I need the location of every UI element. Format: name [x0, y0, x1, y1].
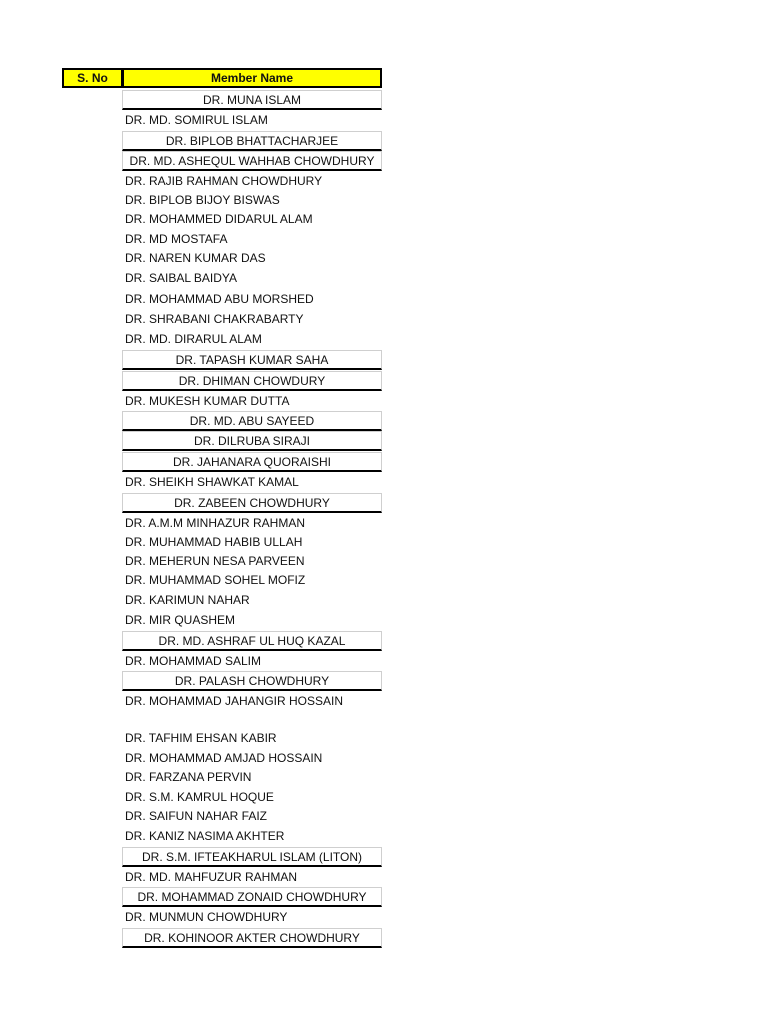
- table-row: DR. PALASH CHOWDHURY: [122, 671, 382, 691]
- table-row: DR. MUHAMMAD HABIB ULLAH: [125, 535, 303, 549]
- table-row: DR. SHRABANI CHAKRABARTY: [125, 312, 304, 326]
- table-row: DR. MOHAMMAD ZONAID CHOWDHURY: [122, 887, 382, 907]
- table-row: DR. MOHAMMAD ABU MORSHED: [125, 292, 314, 306]
- table-row: DR. MUNMUN CHOWDHURY: [125, 910, 288, 924]
- table-row: DR. A.M.M MINHAZUR RAHMAN: [125, 516, 305, 530]
- table-row: DR. MD. ASHRAF UL HUQ KAZAL: [122, 631, 382, 651]
- table-row: DR. NAREN KUMAR DAS: [125, 251, 266, 265]
- table-row: DR. MD. MAHFUZUR RAHMAN: [125, 870, 297, 884]
- table-row: DR. RAJIB RAHMAN CHOWDHURY: [125, 174, 323, 188]
- table-row: DR. S.M. IFTEAKHARUL ISLAM (LITON): [122, 847, 382, 867]
- table-row: DR. MIR QUASHEM: [125, 613, 236, 627]
- table-row: DR. MD. SOMIRUL ISLAM: [125, 113, 268, 127]
- table-row: DR. KANIZ NASIMA AKHTER: [125, 829, 285, 843]
- table-row: DR. TAPASH KUMAR SAHA: [122, 350, 382, 370]
- table-row: DR. DHIMAN CHOWDURY: [122, 371, 382, 391]
- table-row: DR. MUKESH KUMAR DUTTA: [125, 394, 290, 408]
- table-row: DR. KARIMUN NAHAR: [125, 593, 250, 607]
- table-row: DR. JAHANARA QUORAISHI: [122, 452, 382, 472]
- header-member-name: Member Name: [122, 68, 382, 88]
- table-row: DR. TAFHIM EHSAN KABIR: [125, 731, 277, 745]
- table-row: DR. SHEIKH SHAWKAT KAMAL: [125, 475, 299, 489]
- table-row: DR. MD. ASHEQUL WAHHAB CHOWDHURY: [122, 151, 382, 171]
- table-row: DR. S.M. KAMRUL HOQUE: [125, 790, 274, 804]
- table-row: DR. MUNA ISLAM: [122, 90, 382, 110]
- table-row: DR. KOHINOOR AKTER CHOWDHURY: [122, 928, 382, 948]
- table-row: DR. SAIBAL BAIDYA: [125, 271, 238, 285]
- table-row: DR. MOHAMMED DIDARUL ALAM: [125, 212, 313, 226]
- table-row: DR. SAIFUN NAHAR FAIZ: [125, 809, 268, 823]
- table-row: DR. MEHERUN NESA PARVEEN: [125, 554, 305, 568]
- table-row: DR. MOHAMMAD SALIM: [125, 654, 262, 668]
- table-row: DR. ZABEEN CHOWDHURY: [122, 493, 382, 513]
- table-row: DR. MD MOSTAFA: [125, 232, 228, 246]
- table-row: DR. FARZANA PERVIN: [125, 770, 252, 784]
- table-row: DR. MD. ABU SAYEED: [122, 411, 382, 431]
- table-row: DR. MD. DIRARUL ALAM: [125, 332, 262, 346]
- table-row: DR. DILRUBA SIRAJI: [122, 431, 382, 451]
- header-sno: S. No: [62, 68, 123, 88]
- table-row: DR. MOHAMMAD JAHANGIR HOSSAIN: [125, 694, 344, 708]
- table-row: DR. MOHAMMAD AMJAD HOSSAIN: [125, 751, 323, 765]
- table-row: DR. BIPLOB BHATTACHARJEE: [122, 131, 382, 151]
- table-row: DR. BIPLOB BIJOY BISWAS: [125, 193, 280, 207]
- table-row: DR. MUHAMMAD SOHEL MOFIZ: [125, 573, 306, 587]
